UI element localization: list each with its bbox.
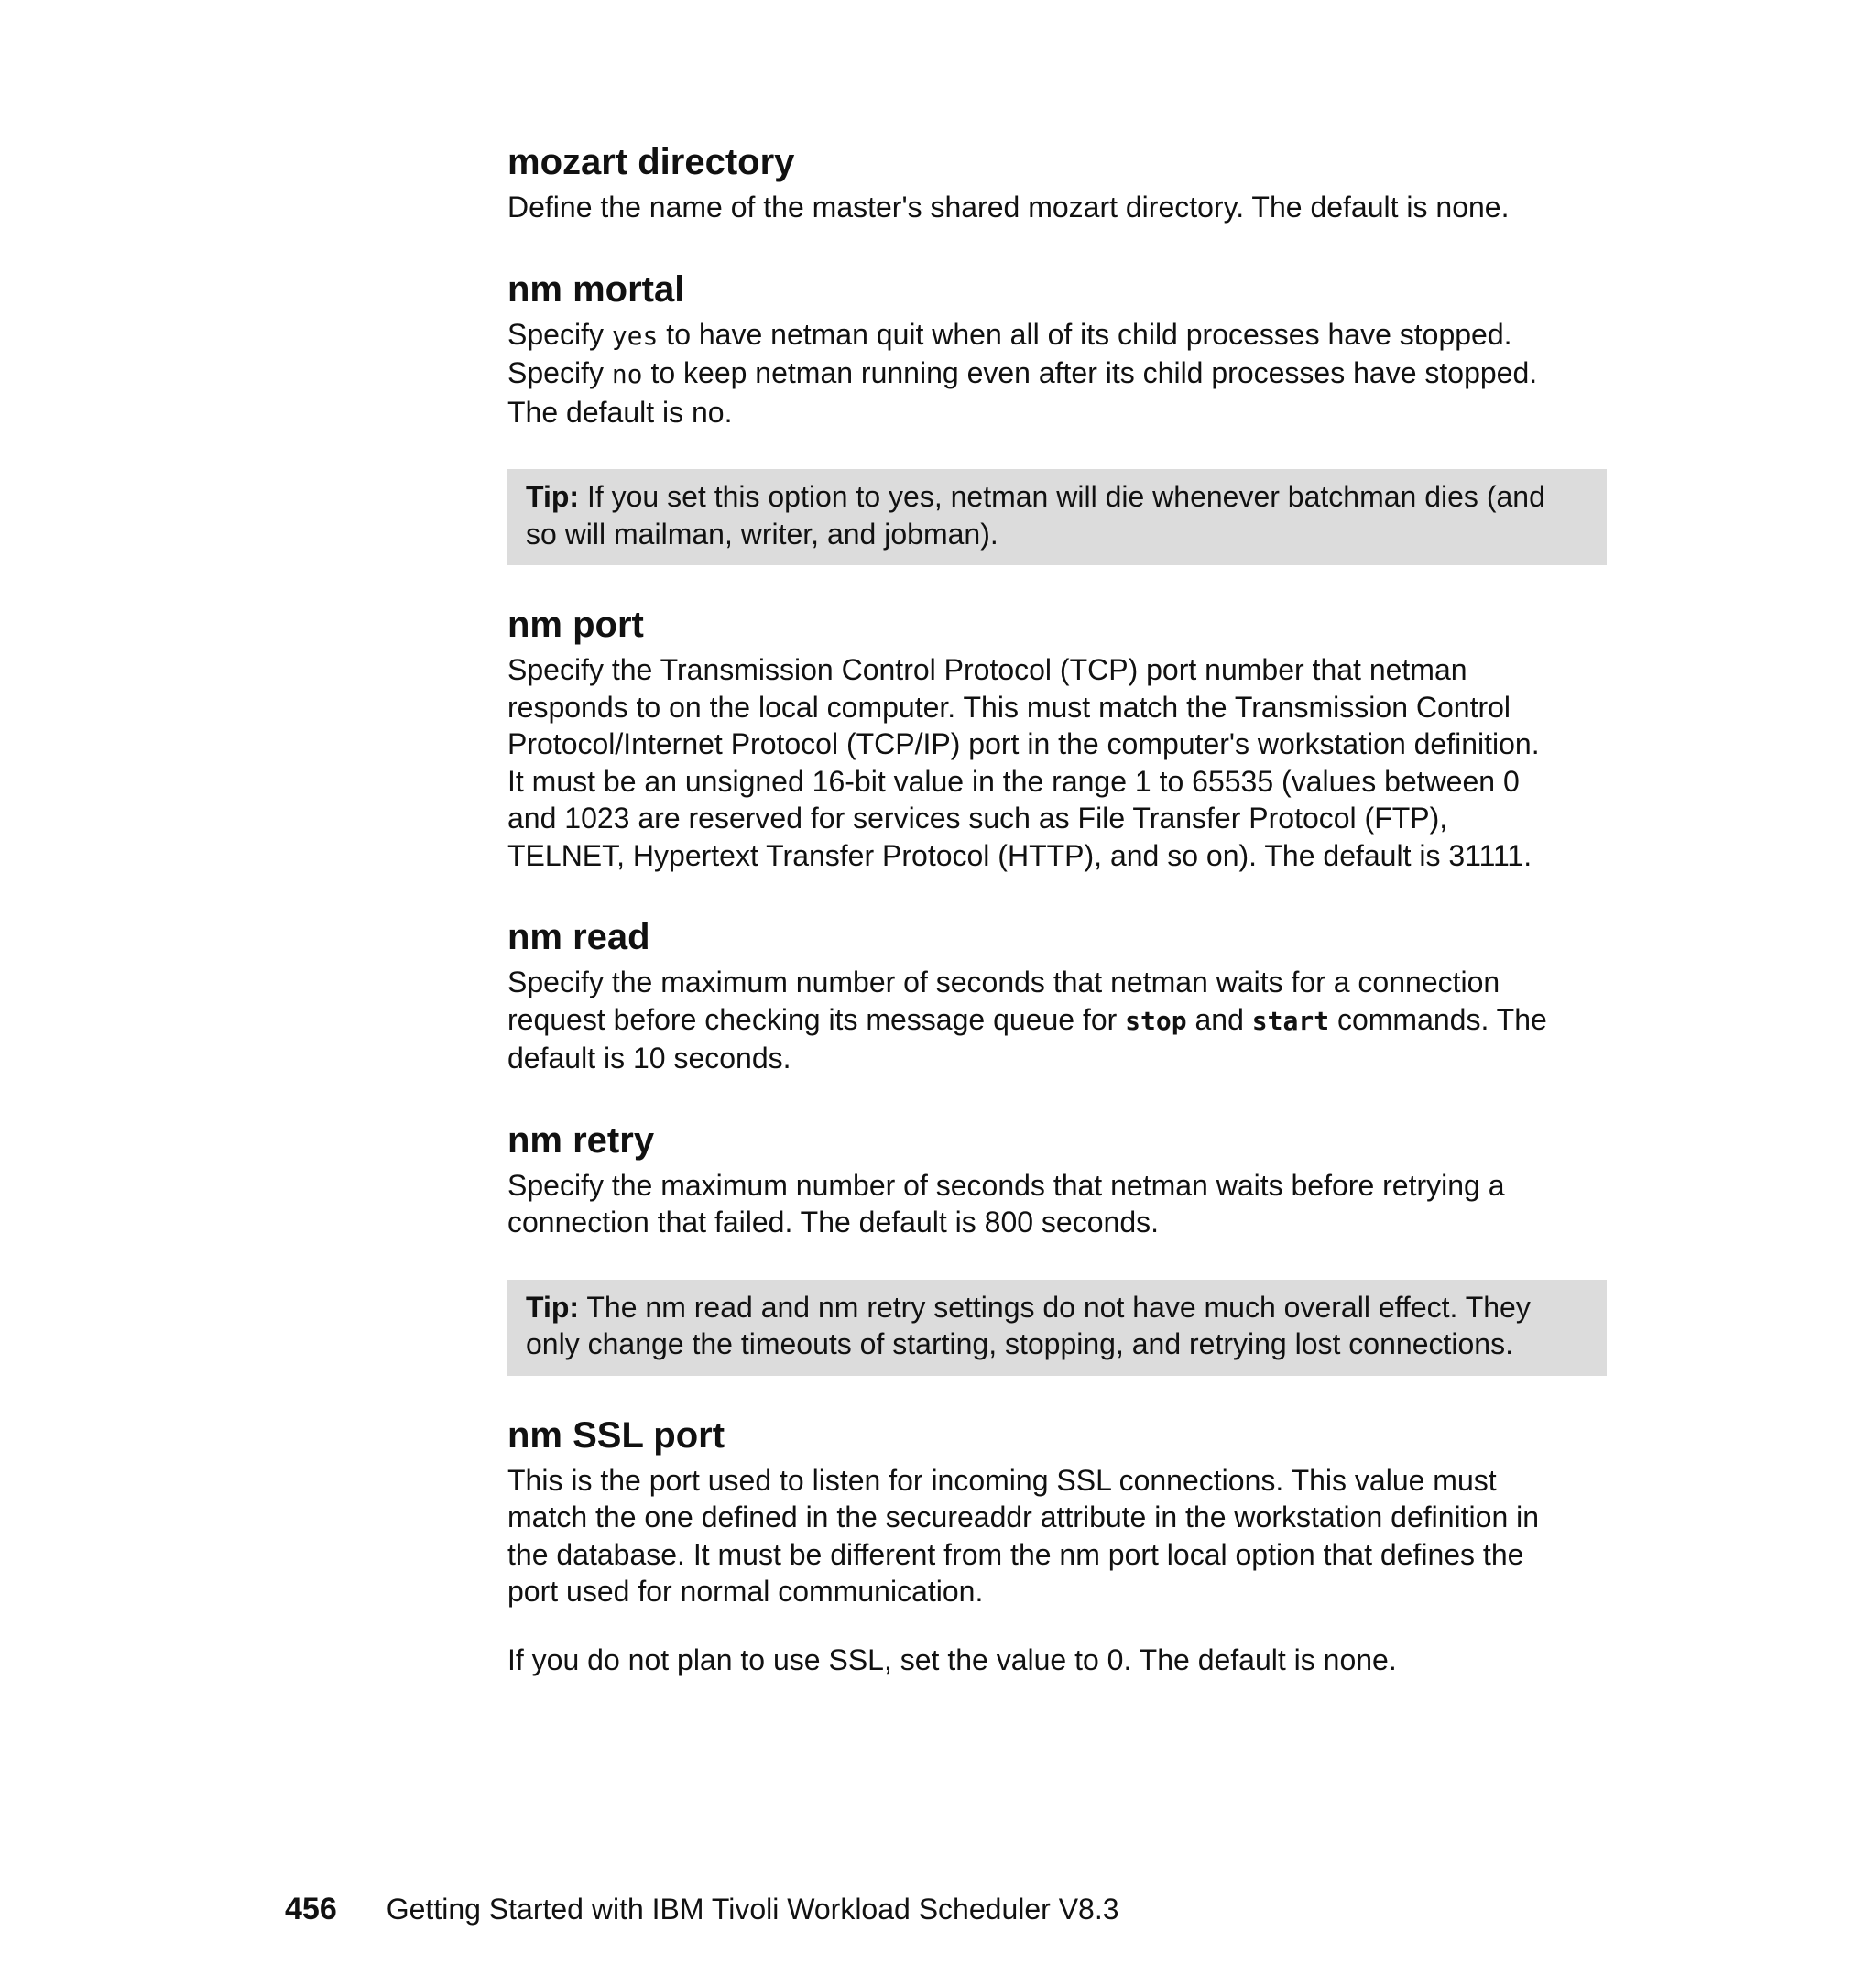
text-span: to keep netman running even after its child processes have stopped.	[642, 356, 1538, 389]
tip-label: Tip:	[526, 1290, 580, 1324]
text-line: If you do not plan to use SSL, set the value to 0. The default is none.	[507, 1642, 1397, 1676]
text-span: request before checking its message queue for	[507, 1002, 1126, 1036]
text-line: Protocol/Internet Protocol (TCP/IP) port in the computer's workstation definition.	[507, 727, 1540, 760]
section-nm-retry	[507, 1118, 1607, 1241]
code-yes: yes	[611, 320, 659, 351]
tip-line: only change the timeouts of starting, stopping, and retrying lost connections.	[526, 1327, 1513, 1360]
text-line	[507, 1001, 1607, 1041]
text-line: responds to on the local computer. This must match the Transmission Control	[507, 690, 1511, 724]
code-stop: stop	[1125, 1005, 1187, 1036]
text-span: The nm read and nm retry settings do not have much overall effect. They	[579, 1290, 1531, 1324]
heading-nm-read: nm read	[507, 917, 650, 957]
text-line: TELNET, Hypertext Transfer Protocol (HTTP), and so on). The default is 31111.	[507, 838, 1532, 872]
section-nm-port	[507, 602, 1607, 874]
text-span: If you set this option to yes, netman will die whenever batchman dies (and	[579, 480, 1545, 513]
section-nm-read	[507, 914, 1607, 1077]
heading-mozart-directory: mozart directory	[507, 142, 795, 182]
text-line: port used for normal communication.	[507, 1575, 984, 1608]
page-content	[507, 139, 1607, 1678]
tip-line: so will mailman, writer, and jobman).	[526, 517, 998, 551]
text-line: the database. It must be different from the nm port local option that defines the	[507, 1537, 1524, 1571]
heading-nm-mortal: nm mortal	[507, 268, 685, 310]
text-line: match the one defined in the secureaddr attribute in the workstation definition in	[507, 1500, 1540, 1533]
section-nm-mortal	[507, 267, 1607, 431]
text-line: Specify the maximum number of seconds that netman waits for a connection	[507, 966, 1500, 998]
code-start: start	[1251, 1005, 1330, 1036]
section-mozart-directory	[507, 139, 1607, 226]
page-number: 456	[285, 1892, 337, 1926]
text-span: Specify	[507, 317, 612, 351]
text-line: This is the port used to listen for incoming SSL connections. This value must	[507, 1463, 1497, 1497]
text-line: default is 10 seconds.	[507, 1042, 791, 1075]
text-line: Specify the Transmission Control Protocol (TCP) port number that netman	[507, 653, 1467, 686]
text-line: and 1023 are reserved for services such as File Transfer Protocol (FTP),	[507, 802, 1448, 835]
tip-line	[526, 478, 1588, 516]
page-footer	[285, 1891, 1119, 1927]
text-span: Specify	[507, 356, 612, 389]
heading-nm-port: nm port	[507, 605, 644, 645]
text-line: Specify the maximum number of seconds that netman waits before retrying a	[507, 1168, 1505, 1202]
text-line: The default is no.	[507, 395, 733, 429]
tip-box-netman-mortal	[507, 469, 1607, 565]
tip-label: Tip:	[526, 480, 580, 513]
tip-box-read-retry	[507, 1280, 1607, 1376]
section-nm-ssl-port	[507, 1413, 1607, 1679]
heading-nm-retry: nm retry	[507, 1119, 655, 1161]
text-line: Define the name of the master's shared mozart directory. The default is none.	[507, 191, 1510, 224]
heading-nm-ssl-port: nm SSL port	[507, 1414, 725, 1456]
text-line: It must be an unsigned 16-bit value in the range 1 to 65535 (values between 0	[507, 764, 1520, 798]
text-span: commands. The	[1329, 1002, 1547, 1036]
tip-line	[526, 1289, 1588, 1326]
text-line	[507, 316, 1607, 355]
text-span: to have netman quit when all of its child processes have stopped.	[658, 317, 1512, 351]
text-span: and	[1186, 1002, 1252, 1036]
book-title: Getting Started with IBM Tivoli Workload Scheduler V8.3	[386, 1893, 1119, 1926]
code-no: no	[611, 359, 643, 389]
text-line	[507, 355, 1607, 394]
text-line: connection that failed. The default is 800 seconds.	[507, 1206, 1159, 1239]
